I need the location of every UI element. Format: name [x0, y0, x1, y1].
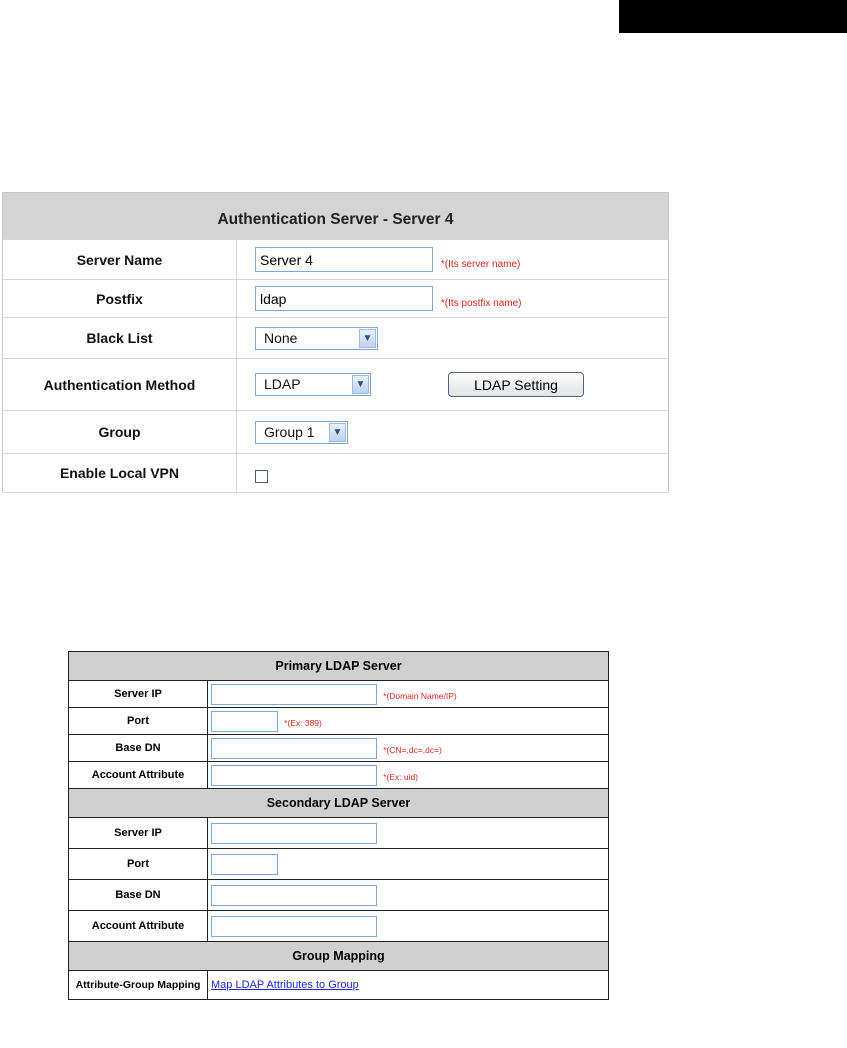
primary-account-attr-label: Account Attribute [69, 762, 208, 789]
primary-base-dn-hint: *(CN=,dc=,dc=) [383, 745, 442, 755]
secondary-server-ip-input[interactable] [211, 823, 377, 844]
primary-port-hint: *(Ex: 389) [284, 718, 322, 728]
chevron-down-icon: ▼ [359, 329, 376, 348]
postfix-row [3, 280, 669, 318]
primary-port-row [69, 708, 609, 735]
primary-server-ip-label: Server IP [69, 681, 208, 708]
server-name-label: Server Name [3, 240, 237, 280]
local-vpn-row [3, 454, 669, 493]
primary-port-label: Port [69, 708, 208, 735]
primary-ldap-title: Primary LDAP Server [69, 652, 609, 681]
primary-base-dn-row [69, 735, 609, 762]
secondary-ldap-title: Secondary LDAP Server [69, 789, 609, 818]
secondary-base-dn-label: Base DN [69, 880, 208, 911]
group-label: Group [3, 411, 237, 454]
secondary-account-attr-input[interactable] [211, 916, 377, 937]
auth-server-title: Authentication Server - Server 4 [3, 193, 669, 240]
server-name-input[interactable] [255, 247, 433, 272]
primary-port-input[interactable] [211, 711, 278, 732]
chevron-down-icon: ▼ [352, 375, 369, 394]
primary-server-ip-input[interactable] [211, 684, 377, 705]
auth-method-selected: LDAP [264, 376, 301, 392]
primary-account-attr-hint: *(Ex: uid) [383, 772, 419, 782]
group-mapping-row [69, 971, 609, 1000]
secondary-port-label: Port [69, 849, 208, 880]
ldap-setting-button[interactable]: LDAP Setting [448, 372, 584, 397]
postfix-input[interactable] [255, 286, 433, 311]
secondary-port-row [69, 849, 609, 880]
primary-account-attr-row [69, 762, 609, 789]
ldap-settings-table [68, 651, 609, 1000]
group-mapping-title: Group Mapping [69, 942, 609, 971]
server-name-row [3, 240, 669, 280]
server-name-hint: *(Its server name) [440, 259, 521, 270]
local-vpn-label: Enable Local VPN [3, 454, 237, 493]
auth-method-label: Authentication Method [3, 359, 237, 411]
primary-server-ip-row [69, 681, 609, 708]
primary-base-dn-label: Base DN [69, 735, 208, 762]
black-header-bar [619, 0, 847, 33]
secondary-account-attr-row [69, 911, 609, 942]
chevron-down-icon: ▼ [329, 423, 346, 442]
auth-method-row [3, 359, 669, 411]
group-mapping-label: Attribute-Group Mapping [69, 971, 208, 1000]
auth-server-table [2, 192, 669, 493]
group-select[interactable] [255, 421, 348, 444]
primary-account-attr-input[interactable] [211, 765, 377, 786]
postfix-hint: *(Its postfix name) [440, 298, 522, 309]
group-row [3, 411, 669, 454]
secondary-account-attr-label: Account Attribute [69, 911, 208, 942]
secondary-server-ip-row [69, 818, 609, 849]
map-ldap-attributes-link[interactable]: Map LDAP Attributes to Group [211, 979, 359, 991]
local-vpn-checkbox[interactable] [255, 470, 268, 483]
primary-server-ip-hint: *(Domain Name/IP) [383, 691, 457, 701]
secondary-port-input[interactable] [211, 854, 278, 875]
postfix-label: Postfix [3, 280, 237, 318]
primary-base-dn-input[interactable] [211, 738, 377, 759]
auth-method-select[interactable] [255, 373, 371, 396]
black-list-select[interactable] [255, 327, 378, 350]
secondary-base-dn-row [69, 880, 609, 911]
group-selected: Group 1 [264, 423, 315, 440]
black-list-selected: None [264, 329, 298, 346]
secondary-base-dn-input[interactable] [211, 885, 377, 906]
black-list-label: Black List [3, 318, 237, 359]
secondary-server-ip-label: Server IP [69, 818, 208, 849]
black-list-row [3, 318, 669, 359]
